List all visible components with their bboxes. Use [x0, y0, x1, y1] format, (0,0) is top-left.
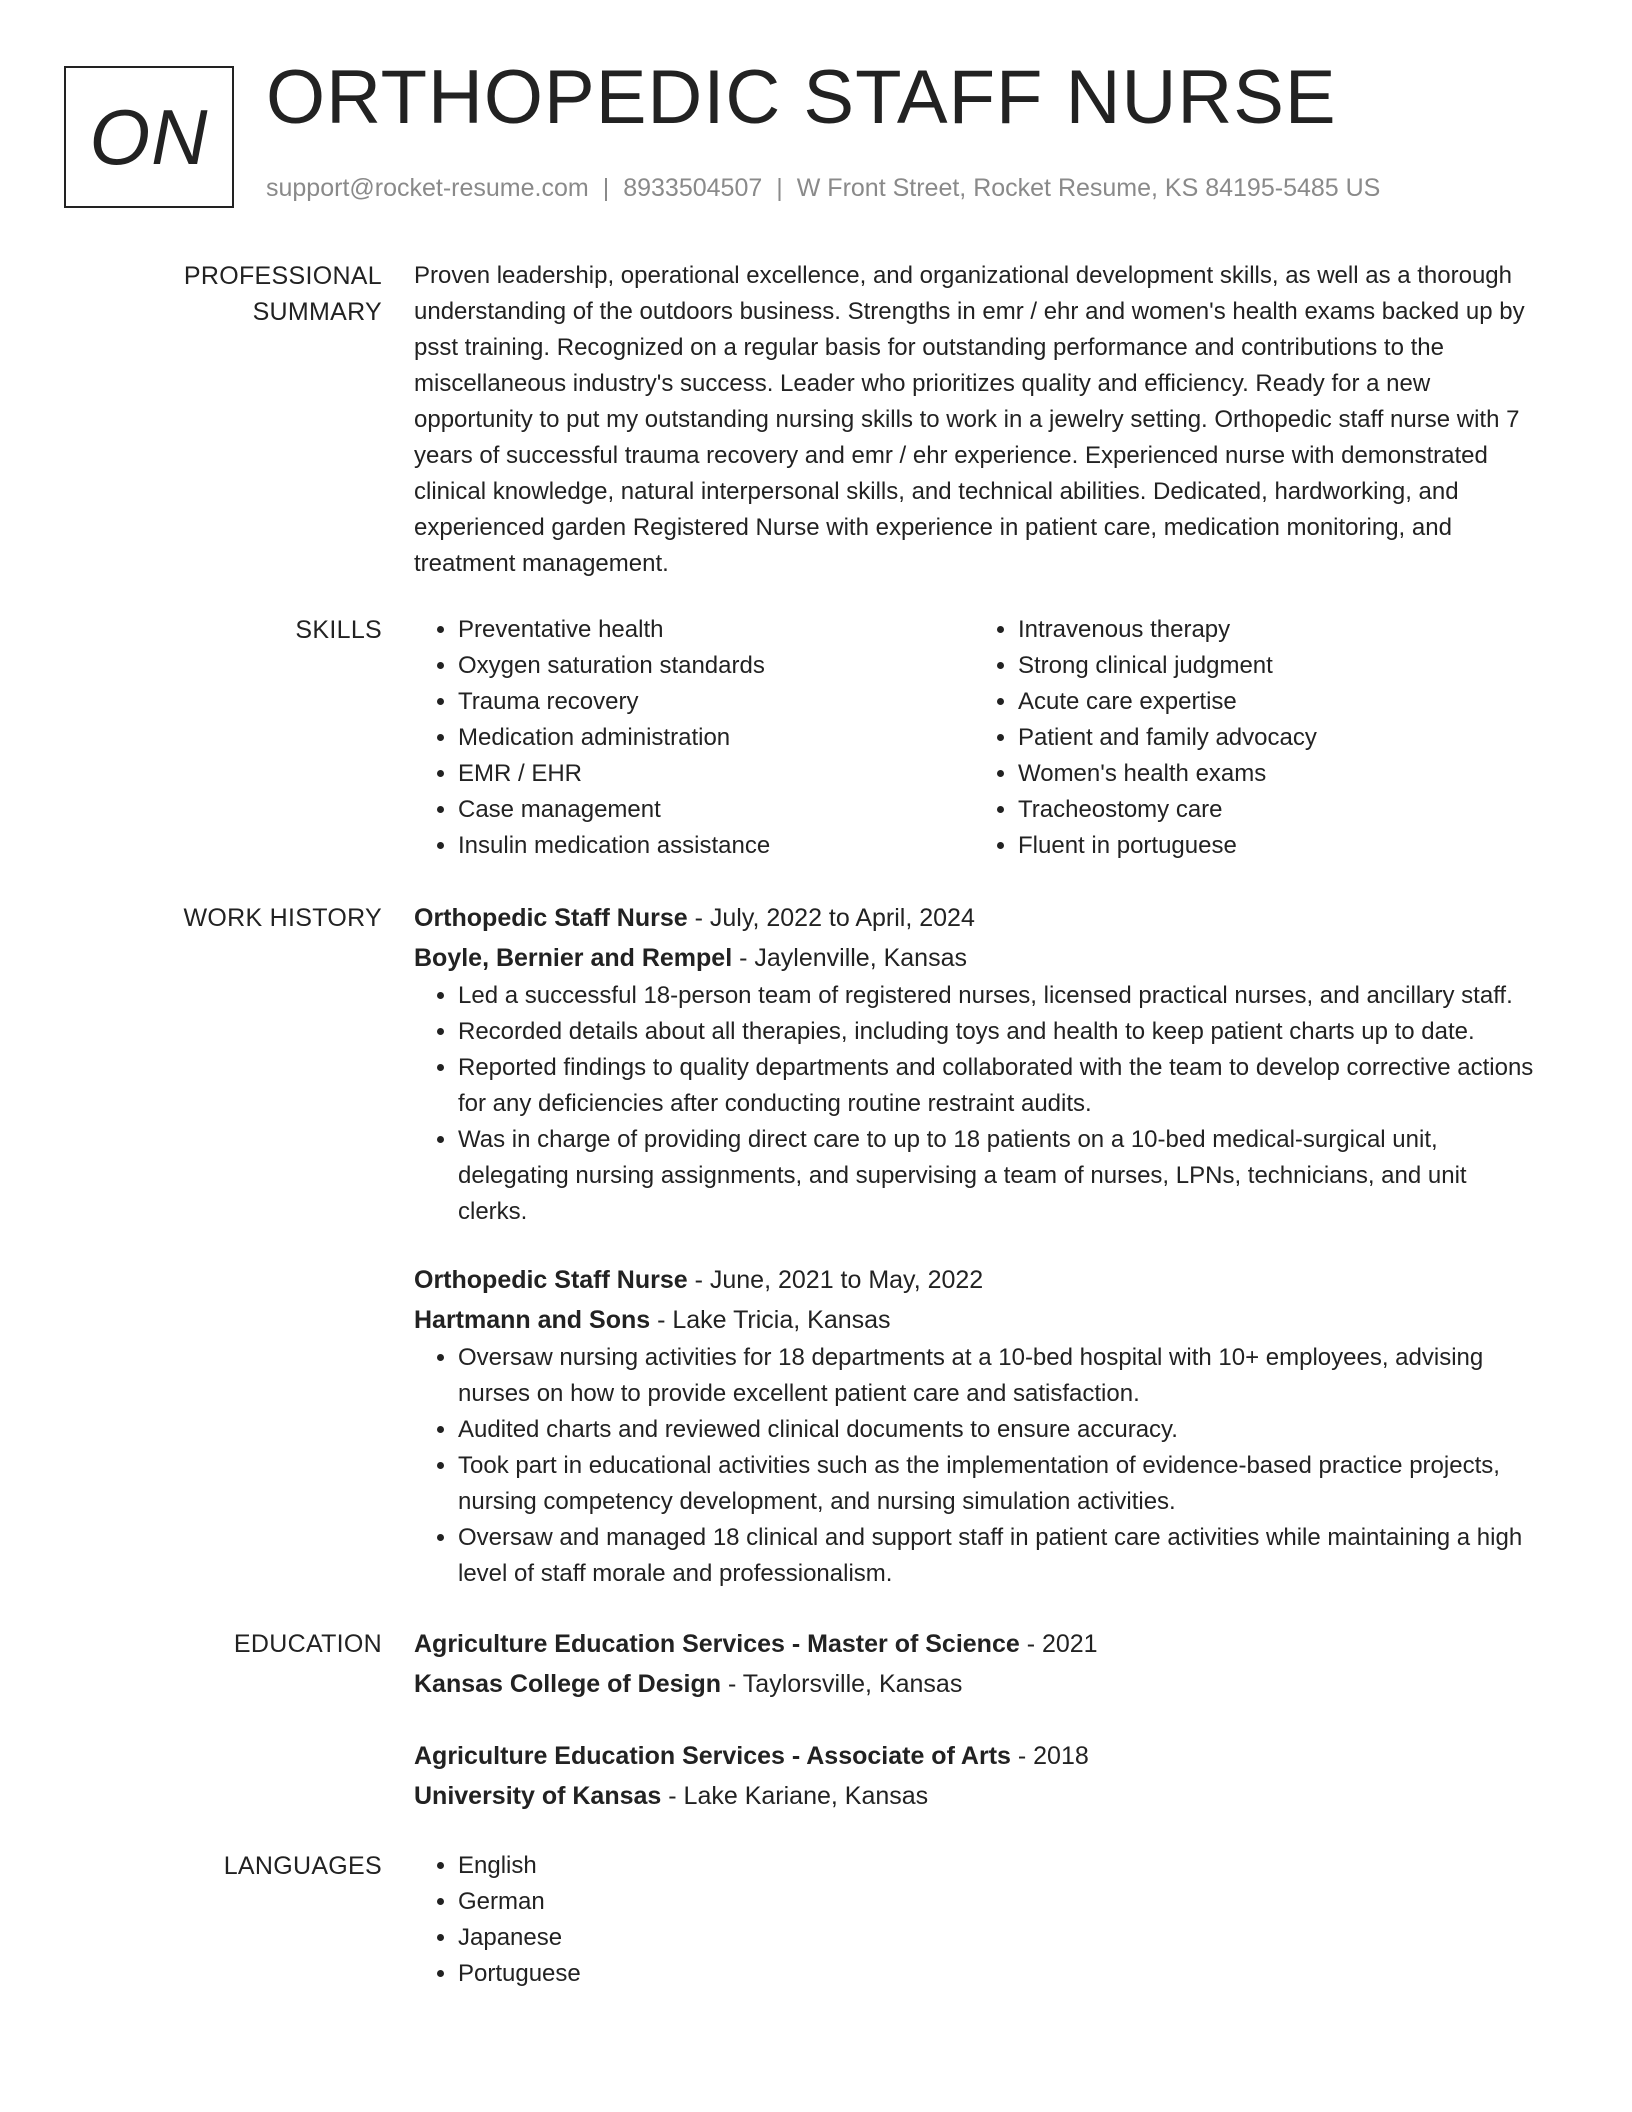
skills-section — [64, 612, 1568, 864]
job-title: Orthopedic Staff Nurse — [414, 1266, 688, 1294]
section-title: WORK HISTORY — [183, 904, 382, 932]
job-title: Orthopedic Staff Nurse — [414, 904, 688, 932]
company-line — [414, 938, 1534, 978]
degree-year: - 2018 — [1010, 1742, 1089, 1770]
language-item: • Japanese — [458, 1920, 1534, 1956]
skill-item: • Intravenous therapy — [1018, 612, 1534, 648]
company-name: Boyle, Bernier and Rempel — [414, 944, 733, 972]
job-bullets — [414, 978, 1534, 1230]
resume-header — [64, 0, 1568, 220]
work-history-section — [64, 898, 1568, 1592]
section-title: SKILLS — [295, 616, 382, 644]
skill-item: • Preventative health — [458, 612, 974, 648]
education-entry — [414, 1624, 1534, 1704]
company-line — [414, 1300, 1534, 1340]
skill-item: • Trauma recovery — [458, 684, 974, 720]
skill-item: • Patient and family advocacy — [1018, 720, 1534, 756]
job-dates: - July, 2022 to April, 2024 — [687, 904, 975, 932]
company-location: - Lake Tricia, Kansas — [650, 1306, 891, 1334]
school-name: Kansas College of Design — [414, 1670, 722, 1698]
school-location: - Taylorsville, Kansas — [721, 1670, 963, 1698]
education-section — [64, 1624, 1568, 1816]
section-title: PROFESSIONAL SUMMARY — [183, 262, 382, 326]
job-bullets — [414, 1340, 1534, 1592]
degree-line — [414, 1736, 1534, 1776]
skill-item: • EMR / EHR — [458, 756, 974, 792]
skill-item: • Acute care expertise — [1018, 684, 1534, 720]
job-bullet: • Was in charge of providing direct care to up to 18 patients on a 10-bed medical-surgical unit, delegating nursing assignments, and supervising a team of nurses, LPNs, technicians, and unit clerks. — [458, 1122, 1534, 1230]
skill-item: • Insulin medication assistance — [458, 828, 974, 864]
education-entry — [414, 1736, 1534, 1816]
job-dates: - June, 2021 to May, 2022 — [687, 1266, 984, 1294]
job-bullet: • Reported findings to quality departments and collaborated with the team to develop corrective actions for any deficiencies after conducting routine restraint audits. — [458, 1050, 1534, 1122]
summary-text: Proven leadership, operational excellence, and organizational development skills, as well as a thorough understanding of the outdoors business. Strengths in emr / ehr and women's health exams backed up by psst training. Recognized on a regular basis for outstanding performance and contributions to the miscellaneous industry's success. Leader who prioritizes quality and efficiency. Ready for a new opportunity to put my outstanding nursing skills to work in a jewelry setting. Orthopedic staff nurse with 7 years of successful trauma recovery and emr / ehr experience. Experienced nurse with demonstrated clinical knowledge, natural interpersonal skills, and technical abilities. Dedicated, hardworking, and experienced garden Registered Nurse with experience in patient care, medication monitoring, and treatment management. — [414, 262, 1525, 577]
contact-email: support@rocket-resume.com — [266, 174, 589, 202]
company-location: - Jaylenville, Kansas — [732, 944, 967, 972]
job-bullet: • Took part in educational activities such as the implementation of evidence-based practice projects, nursing competency development, and nursing simulation activities. — [458, 1448, 1534, 1520]
job-bullet: • Oversaw and managed 18 clinical and support staff in patient care activities while maintaining a high level of staff morale and professionalism. — [458, 1520, 1534, 1592]
job-entry — [414, 1260, 1534, 1592]
skill-item: • Tracheostomy care — [1018, 792, 1534, 828]
work-history-body — [414, 898, 1534, 1592]
skill-item: • Women's health exams — [1018, 756, 1534, 792]
contact-line — [266, 174, 1380, 203]
degree: Agriculture Education Services - Associate of Arts — [414, 1742, 1011, 1770]
degree-line — [414, 1624, 1534, 1664]
skill-item: • Oxygen saturation standards — [458, 648, 974, 684]
summary-body — [414, 258, 1534, 582]
school-line — [414, 1776, 1534, 1816]
skills-grid — [414, 612, 1534, 864]
job-title-line — [414, 898, 1534, 938]
summary-section — [64, 258, 1568, 582]
section-title: LANGUAGES — [223, 1852, 382, 1880]
language-item: • English — [458, 1848, 1534, 1884]
section-title: EDUCATION — [233, 1630, 382, 1658]
degree: Agriculture Education Services - Master of Science — [414, 1630, 1020, 1658]
job-title-line — [414, 1260, 1534, 1300]
monogram: ON — [64, 66, 234, 208]
school-line — [414, 1664, 1534, 1704]
contact-address: W Front Street, Rocket Resume, KS 84195-5485 US — [796, 174, 1381, 202]
skills-list-left — [414, 612, 974, 864]
skill-item: • Strong clinical judgment — [1018, 648, 1534, 684]
languages-list — [414, 1848, 1534, 1992]
language-item: • German — [458, 1884, 1534, 1920]
contact-separator: | — [776, 174, 783, 202]
job-bullet: • Audited charts and reviewed clinical documents to ensure accuracy. — [458, 1412, 1534, 1448]
job-bullet: • Recorded details about all therapies, including toys and health to keep patient charts up to date. — [458, 1014, 1534, 1050]
degree-year: - 2021 — [1019, 1630, 1098, 1658]
skill-item: • Fluent in portuguese — [1018, 828, 1534, 864]
company-name: Hartmann and Sons — [414, 1306, 651, 1334]
school-name: University of Kansas — [414, 1782, 662, 1810]
languages-body — [414, 1848, 1534, 1992]
education-body — [414, 1624, 1534, 1816]
skill-item: • Medication administration — [458, 720, 974, 756]
language-item: • Portuguese — [458, 1956, 1534, 1992]
job-entry — [414, 898, 1534, 1230]
skill-item: • Case management — [458, 792, 974, 828]
languages-section — [64, 1848, 1568, 1992]
school-location: - Lake Kariane, Kansas — [661, 1782, 929, 1810]
candidate-name: ORTHOPEDIC STAFF NURSE — [266, 55, 1337, 140]
contact-separator: | — [602, 174, 610, 202]
contact-phone: 8933504507 — [623, 174, 763, 202]
skills-list-right — [974, 612, 1534, 864]
job-bullet: • Led a successful 18-person team of registered nurses, licensed practical nurses, and ancillary staff. — [458, 978, 1534, 1014]
job-bullet: • Oversaw nursing activities for 18 departments at a 10-bed hospital with 10+ employees, advising nurses on how to provide excellent patient care and satisfaction. — [458, 1340, 1534, 1412]
